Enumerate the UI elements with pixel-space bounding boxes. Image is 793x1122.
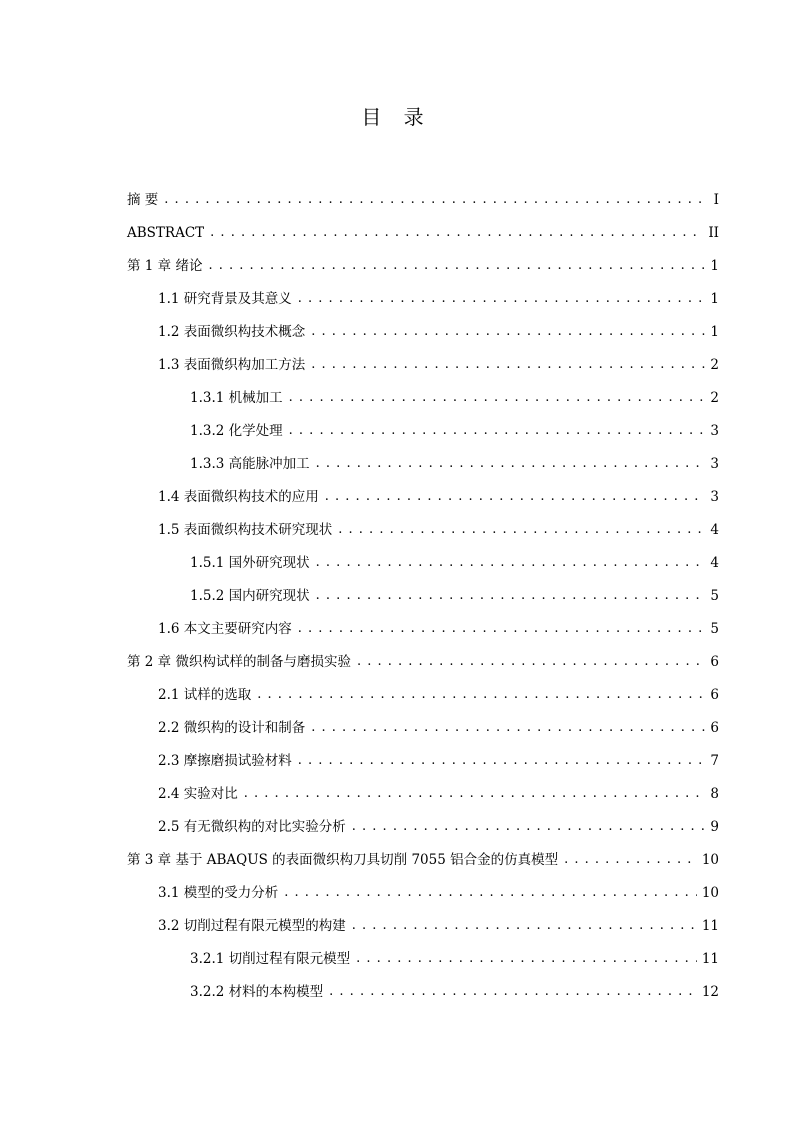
dot-leader — [208, 256, 705, 276]
toc-entry-page: 11 — [701, 918, 719, 934]
toc-entry-section-1-6[interactable] — [158, 619, 719, 639]
toc-entry-label: 1.6 本文主要研究内容 — [158, 621, 292, 637]
toc-entry-section-2-5[interactable] — [158, 817, 719, 837]
toc-entry-section-3-1[interactable] — [158, 883, 719, 903]
toc-entry-label: 1.5.1 国外研究现状 — [190, 555, 310, 571]
toc-entry-page: 3 — [710, 423, 719, 439]
toc-entry-page: 6 — [710, 687, 719, 703]
dot-leader — [298, 289, 706, 309]
toc-entry-section-1-5-2[interactable] — [190, 586, 719, 606]
toc-entry-label: 3.1 模型的受力分析 — [158, 885, 279, 901]
toc-entry-label: 2.4 实验对比 — [158, 786, 238, 802]
dot-leader — [164, 190, 706, 210]
toc-entry-page: 8 — [710, 786, 719, 802]
toc-entry-label: 第 3 章 基于 ABAQUS 的表面微织构刀具切削 7055 铝合金的仿真模型 — [127, 852, 559, 868]
toc-entry-page: 10 — [701, 852, 719, 868]
dot-leader — [357, 652, 705, 672]
toc-entry-page: 4 — [710, 522, 719, 538]
toc-entry-label: 3.2 切削过程有限元模型的构建 — [158, 918, 346, 934]
toc-entry-page: 1 — [710, 324, 719, 340]
toc-entry-section-3-2-1[interactable] — [190, 949, 719, 969]
dot-leader — [564, 850, 697, 870]
dot-leader — [316, 454, 706, 474]
toc-entry-page: 3 — [710, 456, 719, 472]
toc-entry-chapter-2[interactable] — [127, 652, 719, 672]
toc-entry-page: I — [713, 192, 719, 208]
toc-entry-label: 1.2 表面微织构技术概念 — [158, 324, 306, 340]
toc-entry-page: 7 — [710, 753, 719, 769]
toc-entry-section-1-3-1[interactable] — [190, 388, 719, 408]
toc-entry-label: 1.3.1 机械加工 — [190, 390, 283, 406]
dot-leader — [316, 553, 706, 573]
toc-entry-chapter-1[interactable] — [127, 256, 719, 276]
dot-leader — [356, 949, 697, 969]
toc-entry-section-3-2-2[interactable] — [190, 982, 719, 1002]
toc-entry-section-1-1[interactable] — [158, 289, 719, 309]
toc-entry-label: 1.5 表面微织构技术研究现状 — [158, 522, 333, 538]
toc-entry-abstract-cn[interactable] — [127, 190, 719, 210]
toc-entry-page: 1 — [710, 291, 719, 307]
toc-entry-section-2-3[interactable] — [158, 751, 719, 771]
toc-entry-label: 1.5.2 国内研究现状 — [190, 588, 310, 604]
toc-entry-page: 12 — [701, 984, 719, 1000]
toc-entry-page: 2 — [710, 357, 719, 373]
toc-entry-label: 1.3 表面微织构加工方法 — [158, 357, 306, 373]
toc-entry-label: 2.1 试样的选取 — [158, 687, 252, 703]
dot-leader — [210, 223, 703, 243]
dot-leader — [289, 421, 706, 441]
toc-entry-section-1-5-1[interactable] — [190, 553, 719, 573]
toc-entry-page: 2 — [710, 390, 719, 406]
toc-entry-page: II — [708, 225, 719, 241]
toc-entry-section-1-3-2[interactable] — [190, 421, 719, 441]
toc-entry-label: 3.2.1 切削过程有限元模型 — [190, 951, 351, 967]
toc-entry-section-2-1[interactable] — [158, 685, 719, 705]
toc-entry-section-1-3[interactable] — [158, 355, 719, 375]
dot-leader — [352, 916, 697, 936]
toc-entry-label: 1.4 表面微织构技术的应用 — [158, 489, 319, 505]
dot-leader — [311, 718, 705, 738]
toc-entry-abstract-en[interactable] — [127, 223, 719, 243]
dot-leader — [298, 619, 706, 639]
dot-leader — [329, 982, 697, 1002]
page-title: 目 录 — [361, 105, 432, 129]
dot-leader — [352, 817, 706, 837]
toc-entry-page: 4 — [710, 555, 719, 571]
dot-leader — [338, 520, 705, 540]
dot-leader — [298, 751, 706, 771]
toc-entry-label: 摘 要 — [127, 192, 159, 208]
dot-leader — [289, 388, 706, 408]
toc-entry-page: 11 — [701, 951, 719, 967]
dot-leader — [316, 586, 706, 606]
toc-entry-page: 6 — [710, 720, 719, 736]
toc-entry-page: 1 — [710, 258, 719, 274]
toc-entry-page: 9 — [710, 819, 719, 835]
toc-entry-label: 2.2 微织构的设计和制备 — [158, 720, 306, 736]
toc-entry-page: 3 — [710, 489, 719, 505]
dot-leader — [311, 355, 705, 375]
toc-entry-label: 第 1 章 绪论 — [127, 258, 203, 274]
dot-leader — [284, 883, 697, 903]
toc-entry-page: 5 — [710, 621, 719, 637]
toc-entry-label: 3.2.2 材料的本构模型 — [190, 984, 324, 1000]
toc-entry-section-1-3-3[interactable] — [190, 454, 719, 474]
dot-leader — [311, 322, 705, 342]
toc-entry-section-2-2[interactable] — [158, 718, 719, 738]
toc-entry-chapter-3[interactable] — [127, 850, 719, 870]
toc-entry-label: 1.1 研究背景及其意义 — [158, 291, 292, 307]
toc-entry-section-1-5[interactable] — [158, 520, 719, 540]
toc-entry-label: ABSTRACT — [127, 225, 205, 241]
toc-entry-label: 1.3.3 高能脉冲加工 — [190, 456, 310, 472]
toc-entry-page: 6 — [710, 654, 719, 670]
dot-leader — [244, 784, 706, 804]
toc-entry-page: 10 — [701, 885, 719, 901]
toc-entry-section-2-4[interactable] — [158, 784, 719, 804]
dot-leader — [257, 685, 705, 705]
toc-entry-label: 2.5 有无微织构的对比实验分析 — [158, 819, 346, 835]
dot-leader — [325, 487, 706, 507]
toc-entry-section-3-2[interactable] — [158, 916, 719, 936]
toc-entry-section-1-2[interactable] — [158, 322, 719, 342]
toc-entry-section-1-4[interactable] — [158, 487, 719, 507]
toc-entry-label: 2.3 摩擦磨损试验材料 — [158, 753, 292, 769]
toc-entry-page: 5 — [710, 588, 719, 604]
toc-entry-label: 1.3.2 化学处理 — [190, 423, 283, 439]
toc-entry-label: 第 2 章 微织构试样的制备与磨损实验 — [127, 654, 351, 670]
